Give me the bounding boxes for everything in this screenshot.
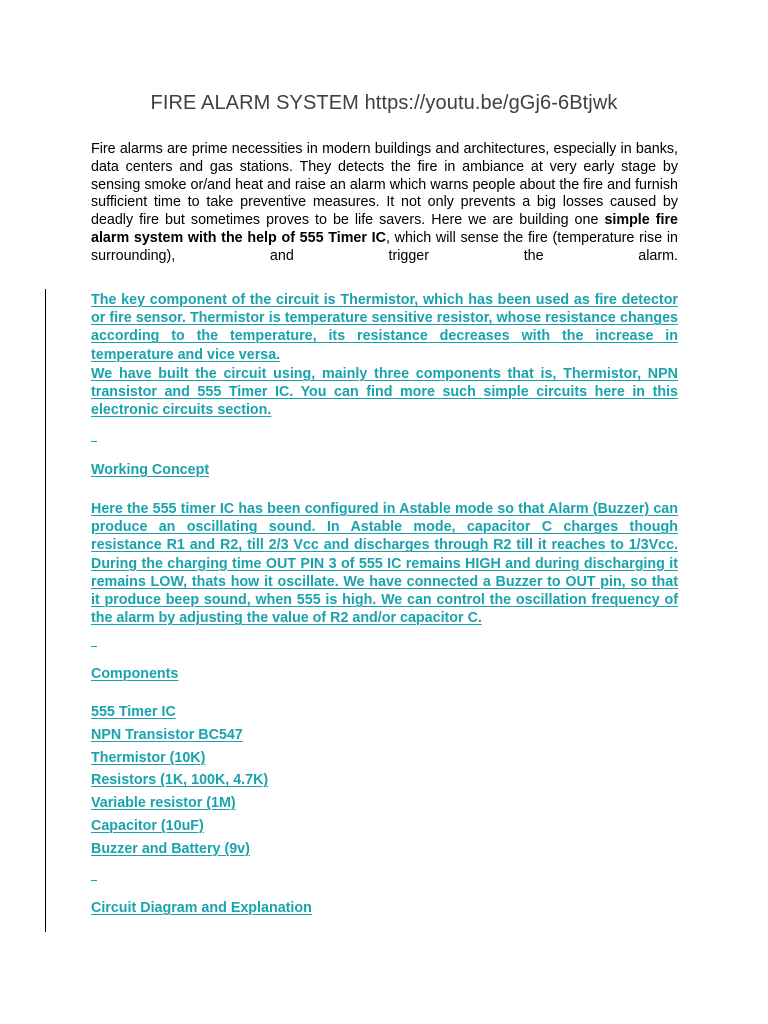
page-title: FIRE ALARM SYSTEM https://youtu.be/gGj6-6Btjwk: [150, 92, 618, 114]
component-item[interactable]: Variable resistor (1M): [91, 795, 236, 812]
component-item[interactable]: Resistors (1K, 100K, 4.7K): [91, 772, 269, 789]
component-item[interactable]: Buzzer and Battery (9v): [91, 840, 250, 857]
component-item[interactable]: NPN Transistor BC547: [91, 726, 243, 743]
intro-text-end: , which will sense the fire (temperature rise in surrounding), and trigger the alarm.: [91, 229, 678, 264]
margin-change-bar: [45, 289, 46, 932]
intro-text: Fire alarms are prime necessities in modern buildings and architectures, especially in banks, data centers and gas stations. They detects the fire in ambiance at very early stage by sensing smoke or/and heat and raise an alarm which warns people about the fire and furnish sufficient time to take preventive measures. It not only prevents a big losses caused by deadly fire but sometimes proves to be life savers. Here we are building one: [91, 141, 678, 229]
intro-bold-text: simple fire alarm system with the help of 555 Timer IC: [91, 212, 678, 246]
circuit-diagram-heading[interactable]: Circuit Diagram and Explanation: [91, 900, 312, 916]
working-paragraph-link[interactable]: Here the 555 timer IC has been configured in Astable mode so that Alarm (Buzzer) can produce an oscillating sound. In Astable mode, capacitor C charges though resistance R1 and R2, till 2/3 Vcc and discharges through R2 till it reaches to 1/3Vcc. During the charging time OUT PIN 3 of 555 IC remains HIGH and during discharging it remains LOW, thats how it oscillate. We have connected a Buzzer to OUT pin, so that it produce beep sound, when 555 is high. We can control the oscillation frequency of the alarm by adjusting the value of R2 and/or capacitor C.: [91, 501, 678, 627]
separator-dash: [91, 646, 97, 647]
components-list: [91, 703, 268, 863]
component-item[interactable]: Capacitor (10uF): [91, 817, 204, 834]
intro-paragraph: [91, 141, 678, 266]
working-concept-heading[interactable]: Working Concept: [91, 462, 210, 478]
separator-dash: [91, 880, 97, 881]
separator-dash: [91, 441, 97, 442]
component-item[interactable]: Thermistor (10K): [91, 749, 206, 766]
thermistor-paragraph-link[interactable]: The key component of the circuit is Thermistor, which has been used as fire detector or fire sensor. Thermistor is temperature sensitive resistor, whose resistance changes according to the temperature, its resistance decreases with the increase in temperature and vice versa.: [91, 292, 678, 363]
components-intro-link[interactable]: We have built the circuit using, mainly three components that is, Thermistor, NPN transistor and 555 Timer IC. You can find more such simple circuits here in this electronic circuits section.: [91, 366, 678, 419]
components-heading[interactable]: Components: [91, 666, 179, 682]
component-item[interactable]: 555 Timer IC: [91, 704, 176, 720]
